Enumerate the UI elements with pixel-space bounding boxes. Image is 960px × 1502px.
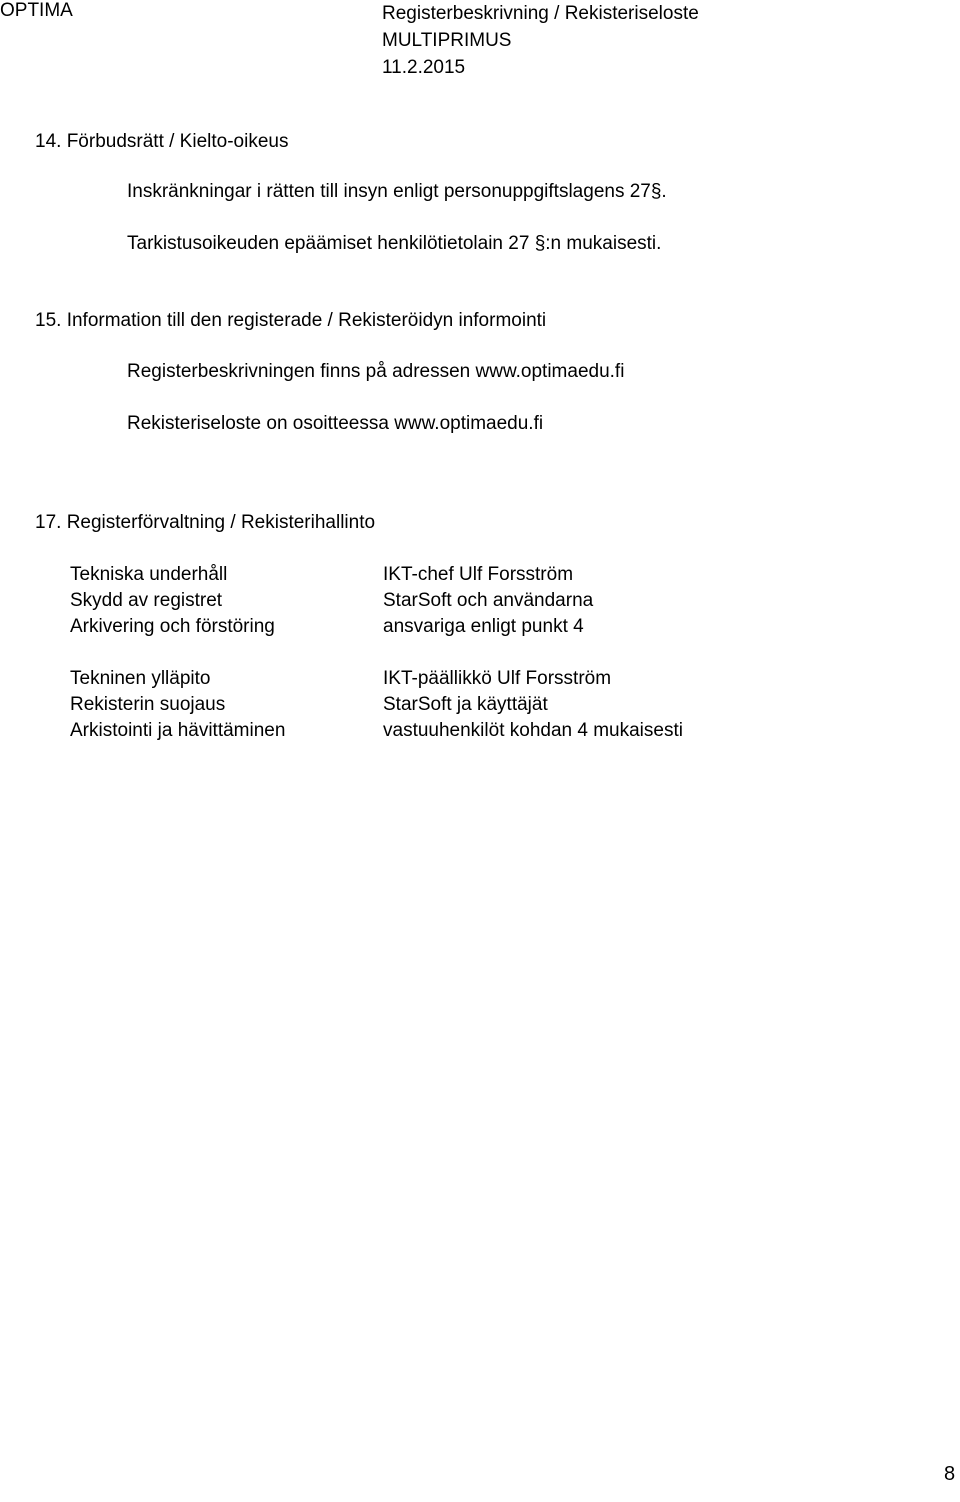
row-value: IKT-päällikkö Ulf Forsström [383, 668, 612, 689]
row-label: Tekninen ylläpito [70, 668, 211, 689]
section-17-heading: 17. Registerförvaltning / Rekisterihallinto [35, 512, 376, 533]
section-14-paragraph-fi: Tarkistusoikeuden epäämiset henkilötietolain 27 §:n mukaisesti. [127, 233, 662, 254]
table-row [70, 588, 770, 614]
row-value: vastuuhenkilöt kohdan 4 mukaisesti [383, 720, 683, 741]
page-number: 8 [944, 1463, 956, 1485]
header-date: 11.2.2015 [382, 57, 466, 78]
table-row [70, 666, 770, 692]
section-15-paragraph-fi: Rekisteriseloste on osoitteessa www.optimaedu.fi [127, 413, 544, 434]
table-row [70, 692, 770, 718]
row-value: StarSoft och användarna [383, 590, 594, 611]
row-value: IKT-chef Ulf Forsström [383, 564, 574, 585]
header-document-title: Registerbeskrivning / Rekisteriseloste [382, 3, 699, 24]
table-spacer [70, 640, 770, 666]
row-value: StarSoft ja käyttäjät [383, 694, 548, 715]
section-15-paragraph-sv: Registerbeskrivningen finns på adressen www.optimaedu.fi [127, 361, 625, 382]
section-14-paragraph-sv: Inskränkningar i rätten till insyn enligt personuppgiftslagens 27§. [127, 181, 667, 202]
row-label: Arkistointi ja hävittäminen [70, 720, 286, 741]
header-info [382, 0, 699, 81]
row-label: Rekisterin suojaus [70, 694, 226, 715]
section-17-table [70, 562, 770, 744]
table-row [70, 718, 770, 744]
row-value: ansvariga enligt punkt 4 [383, 616, 584, 637]
section-15-heading: 15. Information till den registerade / Rekisteröidyn informointi [35, 310, 547, 331]
section-14-heading: 14. Förbudsrätt / Kielto-oikeus [35, 131, 289, 152]
table-row [70, 614, 770, 640]
row-label: Skydd av registret [70, 590, 223, 611]
header-system-name: MULTIPRIMUS [382, 30, 512, 51]
table-row [70, 562, 770, 588]
header-organization: OPTIMA [0, 0, 73, 21]
row-label: Tekniska underhåll [70, 564, 228, 585]
row-label: Arkivering och förstöring [70, 616, 275, 637]
